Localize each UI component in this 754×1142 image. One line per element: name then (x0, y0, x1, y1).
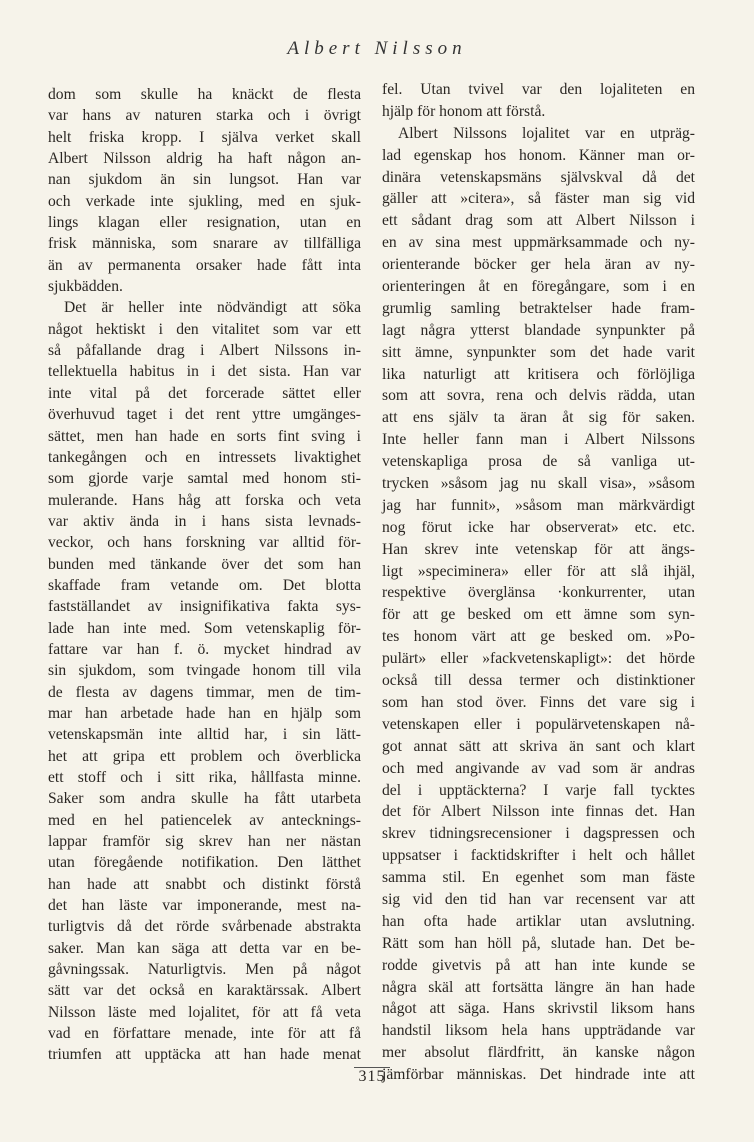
text-line: överhuvud taget i det rent yttre umgänges- (48, 406, 361, 424)
text-line: turligtvis då det rörde svårbenade abstrakta (48, 918, 361, 936)
text-line: Inte heller fann man i Albert Nilssons (382, 431, 695, 449)
text-line: med en hel patiencelek av antecknings- (48, 811, 361, 829)
text-line: något att säga. Hans skrivstil liksom hans (382, 1000, 695, 1018)
text-line: gåvningssak. Naturligtvis. Men på något (48, 961, 361, 979)
text-line: tes honom värt att ge besked om. »Po- (382, 628, 695, 646)
running-header: Albert Nilsson (287, 38, 467, 59)
text-line: något hektiskt i den vitalitet som var ett (48, 320, 361, 338)
text-line: mer absolut flärdfritt, än kanske någon (382, 1044, 695, 1062)
text-column-left (48, 84, 361, 1066)
text-line: helt friska kropp. I själva verket skall (48, 128, 361, 146)
text-line: skrev tidningsrecensioner i dagspressen och (382, 825, 695, 843)
text-line: uppsatser i facktidskrifter i helt och hållet (382, 847, 695, 865)
text-line: det för Albert Nilsson inte finnas det. Han (382, 803, 695, 821)
text-line: triumfen att upptäcka att han hade menat (48, 1046, 361, 1064)
text-line: vetenskapsmän inte alltid har, i sin lätt- (48, 726, 361, 744)
text-line: trycken »såsom jag nu skall visa», »såsom (382, 475, 695, 493)
text-line: det han läste var imponerande, mest na- (48, 897, 361, 915)
text-line: frisk människa, som snarare av tillfälliga (48, 235, 361, 253)
text-line: ett stoff och i sitt rika, hållfasta minne. (48, 769, 361, 786)
text-line: Albert Nilssons lojalitet var en utpräg- (398, 124, 695, 142)
text-line: pulärt» eller »fackvetenskapligt»: det hörde (382, 650, 695, 668)
text-line: utan föregående notifikation. Den lätthet (48, 854, 361, 872)
text-line: jag har funnit», »såsom man märkvärdigt (382, 496, 695, 514)
text-line: sjukbädden. (48, 278, 123, 296)
text-line: dinära vetenskapsmäns självskval då det (382, 168, 695, 186)
text-line: dom som skulle ha knäckt de flesta (48, 86, 361, 103)
text-line: samma stil. En egenhet som man fäste (382, 869, 695, 887)
text-line: respektive överglänsa ·konkurrenter, utan (382, 584, 695, 602)
text-line: var aktiv ända in i hans sista levnads- (48, 512, 361, 530)
text-line: så påfallande drag i Albert Nilssons in- (48, 342, 361, 360)
text-line: mar han arbetade hade han en hjälp som (48, 704, 361, 722)
text-line: skaffade fram vetande om. Det blotta (48, 576, 361, 594)
page-number: 315 (358, 1068, 386, 1085)
text-line: Han skrev inte vetenskap för att ängs- (382, 540, 695, 558)
text-line: vetenskapen eller i populärvetenskapen nå- (382, 715, 695, 733)
text-line: got annat sätt att skriva än sant och klart (382, 737, 695, 755)
text-line: de flesta av dagens timmar, men de tim- (48, 683, 361, 701)
text-line: för att ge besked om ett ämne som syn- (382, 606, 695, 624)
text-line: ett sådant drag som att Albert Nilsson i (382, 212, 695, 230)
text-line: grumlig samling betraktelser hade fram- (382, 299, 695, 317)
text-column-right (382, 79, 695, 1086)
text-line: som han stod över. Finns det vare sig i (382, 693, 695, 711)
text-line: het att gripa ett problem och överblicka (48, 747, 361, 765)
text-line: sin sjukdom, som tvingade honom till vila (48, 662, 361, 680)
text-line: han ofta hade artiklar utan avslutning. (382, 912, 695, 930)
text-line: några skäl att fortsätta längre än han hade (382, 978, 695, 996)
text-line: lings klagan eller resignation, utan en (48, 214, 361, 232)
text-line: rodde givetvis på att han inte kunde se (382, 956, 695, 974)
text-line: Nilsson läste med lojalitet, för att få veta (48, 1003, 361, 1021)
text-line: Det är heller inte nödvändigt att söka (64, 299, 361, 317)
text-line: tellektuella habitus in i det sista. Han var (48, 363, 361, 381)
text-line: fel. Utan tvivel var den lojaliteten en (382, 81, 695, 98)
text-line: som gjorde varje samtal med honom sti- (48, 470, 361, 488)
text-line: vad en författare menade, inte för att få (48, 1025, 361, 1043)
text-line: lika naturligt att kritisera och förlöjliga (382, 365, 695, 383)
text-line: nog förut icke har observerat» etc. etc. (382, 518, 695, 536)
text-line: än av permanenta orsaker hade fått inta (48, 256, 361, 274)
text-line: gäller att »citera», så fäster man sig vid (382, 190, 695, 208)
text-line: sätt var det också en karaktärssak. Albert (48, 982, 361, 1000)
text-line: och med angivande av vad som är andras (382, 759, 695, 777)
text-line: och verkade inte sjukling, med en sjuk- (48, 192, 361, 210)
text-line: sättet, men han hade en sorts fint sving i (48, 427, 361, 445)
text-line: en av sina mest uppmärksammade och ny- (382, 234, 695, 252)
text-line: jämförbar människas. Det hindrade inte att (382, 1066, 695, 1084)
text-line: orienterande böcker ger hela äran av ny- (382, 256, 695, 274)
text-line: lagt några ytterst blandade synpunkter på (382, 321, 695, 339)
text-line: vetenskapliga prosa de så vanliga ut- (382, 453, 695, 471)
text-line: lade han inte med. Som vetenskaplig för- (48, 619, 361, 637)
text-line: sig vid den tid han var recensent var att (382, 890, 695, 908)
text-line: Rätt som han höll på, slutade han. Det be- (382, 934, 695, 952)
text-line: inte vital på det forcerade sättet eller (48, 384, 361, 402)
text-line: nan sjukdom än sin lungsot. Han var (48, 171, 361, 189)
text-line: hjälp för honom att förstå. (382, 102, 546, 120)
text-line: som att sovra, rena och delvis rädda, utan (382, 387, 695, 405)
text-line: veckor, och hans forskning var alltid för- (48, 534, 361, 552)
text-line: var hans av naturen starka och i övrigt (48, 107, 361, 125)
text-line: tankegången och en intressets livaktighet (48, 448, 361, 466)
text-line: fattare var han f. ö. mycket hindrad av (48, 640, 361, 658)
text-line: fastställandet av insignifikativa fakta sys- (48, 598, 361, 616)
text-line: att ens själv ta äran åt sig för saken. (382, 409, 695, 427)
text-line: sitt ämne, synpunkter som det hade varit (382, 343, 695, 361)
text-line: orienteringen åt en föregångare, som i en (382, 278, 695, 296)
text-line: Saker som andra skulle ha fått utarbeta (48, 790, 361, 808)
text-line: del i upptäckterna? I varje fall tycktes (382, 781, 695, 799)
text-line: lappar framför sig skrev han ner nästan (48, 833, 361, 851)
text-line: bunden med tänkande över det som han (48, 555, 361, 573)
text-line: Albert Nilsson aldrig ha haft någon an- (48, 150, 361, 168)
text-line: saker. Man kan säga att detta var en be- (48, 939, 361, 957)
text-line: mulerande. Hans håg att forska och veta (48, 491, 361, 509)
text-line: handstil liksom hela hans uppträdande var (382, 1022, 695, 1040)
text-line: också till dessa termer och distinktioner (382, 672, 695, 690)
text-line: ligt »speciminera» eller för att slå ihjäl, (382, 562, 695, 580)
text-line: han hade att snabbt och distinkt förstå (48, 875, 361, 893)
text-line: lad egenskap hos honom. Känner man or- (382, 146, 695, 164)
